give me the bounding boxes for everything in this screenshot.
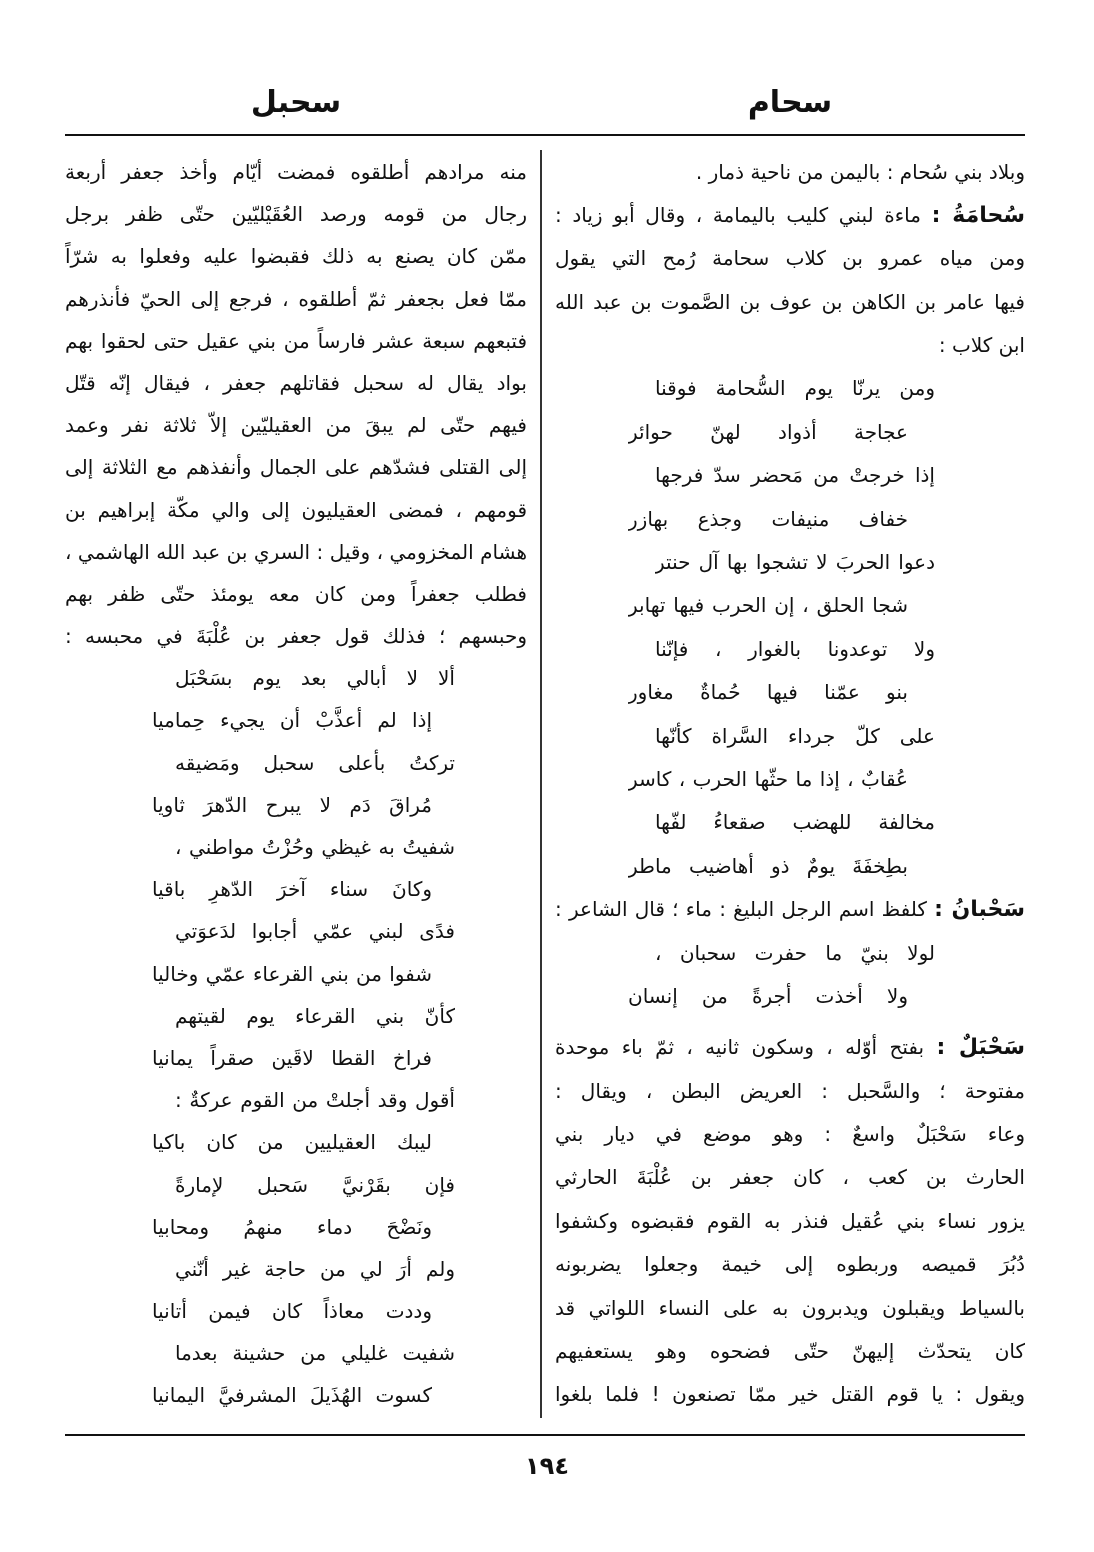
entry-text: بفتح أوّله ، وسكون ثانيه ، ثمّ باء موحدة bbox=[555, 1035, 925, 1060]
text-line: وبلاد بني سُحام : باليمن من ناحية ذمار . bbox=[695, 159, 1025, 184]
text-line: وعاء سَحْبَلٌ واسعٌ : وهو موضع في ديار بني bbox=[555, 1122, 1025, 1147]
text-line: فتبعهم سبعة عشر فارساً من بني عقيل حتى لحقوا بهم bbox=[65, 328, 527, 353]
verse-line: بنو عمّنا فيها حُماةٌ مغاور bbox=[628, 680, 908, 705]
verse-line: إذا خرجتْ من مَحضر سدّ فرجها bbox=[655, 463, 935, 488]
page-number: ١٩٤ bbox=[525, 1452, 569, 1480]
text-line: فيها عامر بن الكاهن بن عوف بن الصَّموت بن عبد الله bbox=[555, 289, 1025, 314]
text-line: يزور نساء بني عُقيل فنذر به القوم فقبضوه وكشفوا bbox=[555, 1208, 1025, 1233]
verse-line: خفاف منيفات وجذع بهازر bbox=[628, 506, 908, 531]
verse-line: ولا أخذت أجرةً من إنسان bbox=[628, 983, 908, 1008]
text-line: كان يتحدّث إليهنّ حتّى فضحوه وهو يستعفيهم bbox=[555, 1339, 1025, 1364]
footer-rule bbox=[65, 1434, 1025, 1436]
headword: سُحامَةُ : bbox=[931, 202, 1025, 228]
verse-line: كأنّ بني القرعاء يوم لقيتهم bbox=[175, 1003, 455, 1028]
verse-line: ألا لا أبالي بعد يوم بسَحْبَل bbox=[175, 666, 455, 691]
text-line: فيهم حتّى لم يبقَ من العقيليّين إلاّ ثلاثة نفر وعمد bbox=[65, 413, 527, 438]
text-line: ابن كلاب : bbox=[938, 333, 1025, 358]
verse-line: ولا توعدونا بالغوار ، فإنّنا bbox=[655, 636, 935, 661]
entry-line bbox=[555, 888, 1025, 931]
running-head-right: سحام bbox=[747, 85, 833, 120]
verse-line: عجاجة أذواد لهنّ حوائر bbox=[628, 419, 908, 444]
verse-line: عُقابٌ ، إذا ما حثّها الحرب ، كاسر bbox=[628, 766, 908, 791]
verse-line: دعوا الحربَ لا تشجوا بها آل حنتر bbox=[655, 550, 935, 575]
verse-line: ليبك العقيليين من كان باكيا bbox=[152, 1130, 432, 1155]
verse-line: وددت معاذاً كان فيمن أتانيا bbox=[152, 1299, 432, 1324]
verse-line: أقول وقد أجلتْ من القوم عركةٌ : bbox=[175, 1088, 455, 1113]
text-line: الحارث بن كعب ، كان جعفر بن عُلْبَةَ الحارثي bbox=[555, 1165, 1025, 1190]
text-line: قومهم ، فمضى العقيليون إلى والي مكّة إبراهيم بن bbox=[65, 497, 527, 522]
verse-line: كسوت الهُذَيلَ المشرفيَّ اليمانيا bbox=[152, 1383, 432, 1408]
verse-line: ونَضْحَ دماء منهمُ ومحابيا bbox=[152, 1214, 432, 1239]
verse-line: شجا الحلق ، إن الحرب فيها تهابر bbox=[628, 593, 908, 618]
verse-line: بطِخفَةَ يومٌ ذو أهاضيب ماطر bbox=[628, 853, 908, 878]
text-line: منه مرادهم أطلقوه فمضت أيّام وأخذ جعفر أربعة bbox=[65, 160, 527, 184]
verse-line: شفيت غليلي من حشينة بعدما bbox=[175, 1341, 455, 1366]
verse-line: فدًى لبني عمّي أجابوا لدَعوَتي bbox=[175, 919, 455, 944]
verse-line: ومن يرنّا يوم السُّحامة فوقنا bbox=[655, 376, 935, 401]
text-line: ممّا فعل بجعفر ثمّ أطلقوه ، فرجع إلى الحيّ فأنذرهم bbox=[65, 286, 527, 311]
verse-line: على كلّ جرداء السَّراة كأنّها bbox=[655, 723, 935, 748]
headword: سَحْبَلٌ : bbox=[936, 1035, 1025, 1061]
entry-line bbox=[555, 1026, 1025, 1069]
verse-line: فراخ القطا لاقَين صقراً يمانيا bbox=[152, 1045, 432, 1070]
headword: سَحْبانُ : bbox=[934, 897, 1025, 923]
text-line: رجال من قومه ورصد العُقَيْليّين حتّى ظفر برجل bbox=[65, 202, 527, 227]
left-column bbox=[65, 151, 527, 1417]
verse-line: مُراقَ دَم لا يبرح الدّهرَ ثاويا bbox=[152, 792, 432, 817]
verse-line: إذا لم أعذَّبْ أن يجيء حِماميا bbox=[152, 708, 432, 733]
entry-text: كلفظ اسم الرجل البليغ : ماء ؛ قال الشاعر : bbox=[555, 897, 927, 922]
text-line: إلى القتلى فشدّهم على الجمال وأنفذهم مع الثلاثة إلى bbox=[65, 455, 527, 480]
text-line: بواد يقال له سحبل فقاتلهم جعفر ، فيقال إنّه قتّل bbox=[65, 370, 527, 395]
verse-line: لولا بنيّ ما حفرت سحبان ، bbox=[655, 940, 935, 965]
entry-line bbox=[555, 194, 1025, 237]
text-line: بالسياط ويقبلون ويدبرون به على النساء اللواتي قد bbox=[555, 1295, 1025, 1320]
verse-line: مخالفة للهضب صقعاءُ لفّها bbox=[655, 810, 935, 835]
text-line: دُبُرَ قميصه وربطوه إلى خيمة وجعلوا يضربونه bbox=[555, 1252, 1025, 1277]
column-divider bbox=[540, 150, 542, 1418]
right-column bbox=[555, 151, 1025, 1417]
verse-line: تركتُ بأعلى سحبل ومَضيقه bbox=[175, 750, 455, 775]
text-line: ومن مياه عمرو بن كلاب سحامة رُمح التي يقول bbox=[555, 246, 1025, 271]
text-line: ممّن كان يصنع به ذلك فقبضوا عليه وفعلوا به شرّاً bbox=[65, 244, 527, 269]
text-line: هشام المخزومي ، وقيل : السري بن عبد الله الهاشمي ، bbox=[65, 539, 527, 564]
text-line: ويقول : يا قوم القتل خير ممّا تصنعون ! فلما بلغوا bbox=[555, 1382, 1025, 1407]
entry-text: ماءة لبني كليب باليمامة ، وقال أبو زياد : bbox=[555, 202, 921, 227]
verse-line: وكانَ سناء آخرَ الدّهرِ باقيا bbox=[152, 877, 432, 902]
header-rule bbox=[65, 134, 1025, 136]
text-line: مفتوحة ؛ والسَّحبل : العريض البطن ، ويقال : bbox=[555, 1078, 1025, 1103]
running-head-left: سحبل bbox=[250, 85, 342, 120]
verse-line: ولم أرَ لي من حاجة غير أنّني bbox=[175, 1256, 455, 1281]
verse-line: شفوا من بني القرعاء عمّي وخاليا bbox=[152, 961, 432, 986]
text-line: فطلب جعفراً ومن كان معه يومئذ حتّى ظفر بهم bbox=[65, 581, 527, 606]
verse-line: شفيتُ به غيظي وحُزْتُ مواطني ، bbox=[175, 835, 455, 859]
verse-line: فإن بقَرْنيَّ سَحبل لإمارةً bbox=[175, 1172, 455, 1197]
text-line: وحبسهم ؛ فذلك قول جعفر بن عُلْبَةَ في محبسه : bbox=[65, 624, 527, 649]
